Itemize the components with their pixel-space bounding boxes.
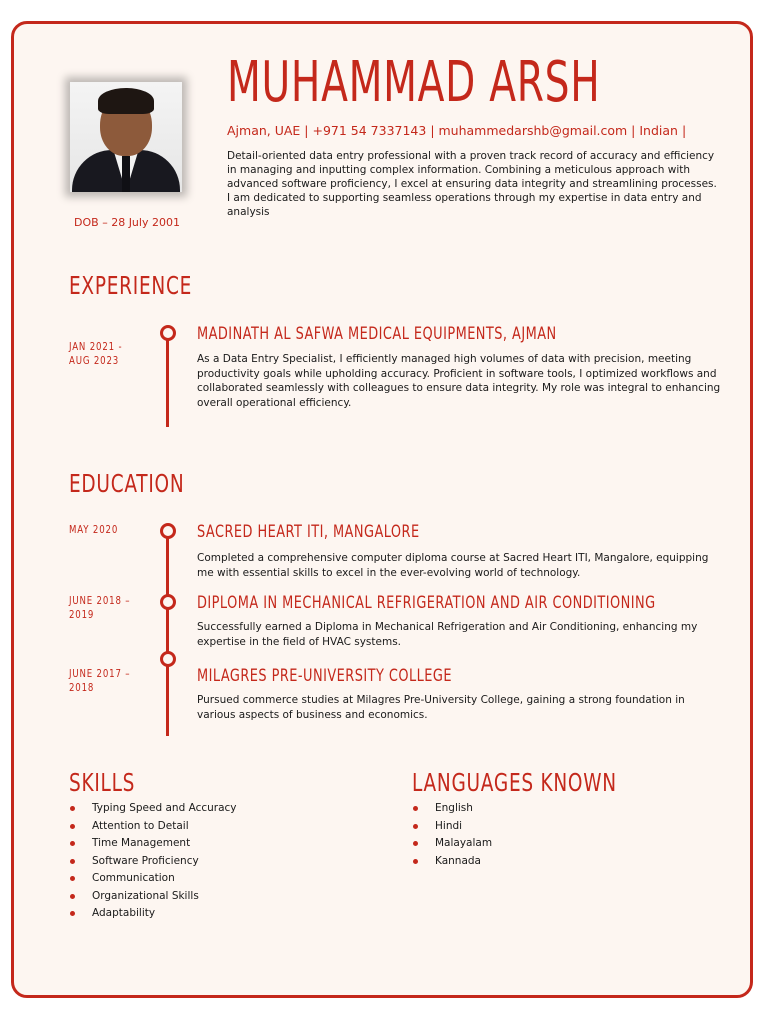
education-heading: EDUCATION <box>69 469 185 498</box>
skill-item: Adaptability <box>69 905 237 923</box>
education-description: Completed a comprehensive computer diploma course at Sacred Heart ITI, Mangalore, equipping me with essential skills to excel in the ever-evolving world of technology. <box>197 552 709 579</box>
education-title: SACRED HEART ITI, MANGALORE <box>197 522 420 542</box>
languages-list <box>412 800 492 870</box>
experience-title: MADINATH AL SAFWA MEDICAL EQUIPMENTS, AJMAN <box>197 324 557 344</box>
timeline-dot <box>160 325 176 341</box>
education-date: MAY 2020 <box>69 524 119 536</box>
education-date: JUNE 2018 – 2019 <box>69 595 131 621</box>
timeline-dot <box>160 523 176 539</box>
language-item: Hindi <box>412 818 492 836</box>
languages-heading: LANGUAGES KNOWN <box>412 768 617 797</box>
education-timeline <box>166 533 169 736</box>
profile-summary: Detail-oriented data entry professional with a proven track record of accuracy and efficiency in managing and inputting complex information. Combining a meticulous approach with advanced software proficiency, I excel at ensuring data integrity and streamlining processes. I am dedicated to supporting seamless operations through my expertise in data entry and analysis <box>227 150 717 218</box>
contact-line: Ajman, UAE | +971 54 7337143 | muhammedarshb@gmail.com | Indian | <box>227 123 687 138</box>
education-title: MILAGRES PRE-UNIVERSITY COLLEGE <box>197 666 452 686</box>
language-item: Malayalam <box>412 835 492 853</box>
skill-item: Communication <box>69 870 237 888</box>
education-description: Pursued commerce studies at Milagres Pre-University College, gaining a strong foundation in various aspects of business and economics. <box>197 694 685 721</box>
experience-timeline <box>166 337 169 427</box>
experience-date: JAN 2021 - AUG 2023 <box>69 341 123 367</box>
skill-item: Organizational Skills <box>69 888 237 906</box>
profile-photo <box>70 82 182 192</box>
skill-item: Time Management <box>69 835 237 853</box>
timeline-dot <box>160 594 176 610</box>
skill-item: Attention to Detail <box>69 818 237 836</box>
language-item: Kannada <box>412 853 492 871</box>
experience-heading: EXPERIENCE <box>69 271 193 300</box>
language-item: English <box>412 800 492 818</box>
skills-heading: SKILLS <box>69 768 136 797</box>
education-date: JUNE 2017 – 2018 <box>69 668 131 694</box>
skill-item: Typing Speed and Accuracy <box>69 800 237 818</box>
experience-description: As a Data Entry Specialist, I efficiently managed high volumes of data with precision, meeting productivity goals while upholding accuracy. Proficient in software tools, I optimized workflows and collaborated seamlessly with colleagues to ensure data integrity. My role was integral to enhancing overall operational efficiency. <box>197 353 721 409</box>
education-title: DIPLOMA IN MECHANICAL REFRIGERATION AND AIR CONDITIONING <box>197 593 656 613</box>
date-of-birth: DOB – 28 July 2001 <box>74 216 180 229</box>
timeline-dot <box>160 651 176 667</box>
skills-list <box>69 800 237 923</box>
skill-item: Software Proficiency <box>69 853 237 871</box>
education-description: Successfully earned a Diploma in Mechanical Refrigeration and Air Conditioning, enhancing my expertise in the field of HVAC systems. <box>197 621 698 648</box>
candidate-name: MUHAMMAD ARSH <box>227 50 601 115</box>
